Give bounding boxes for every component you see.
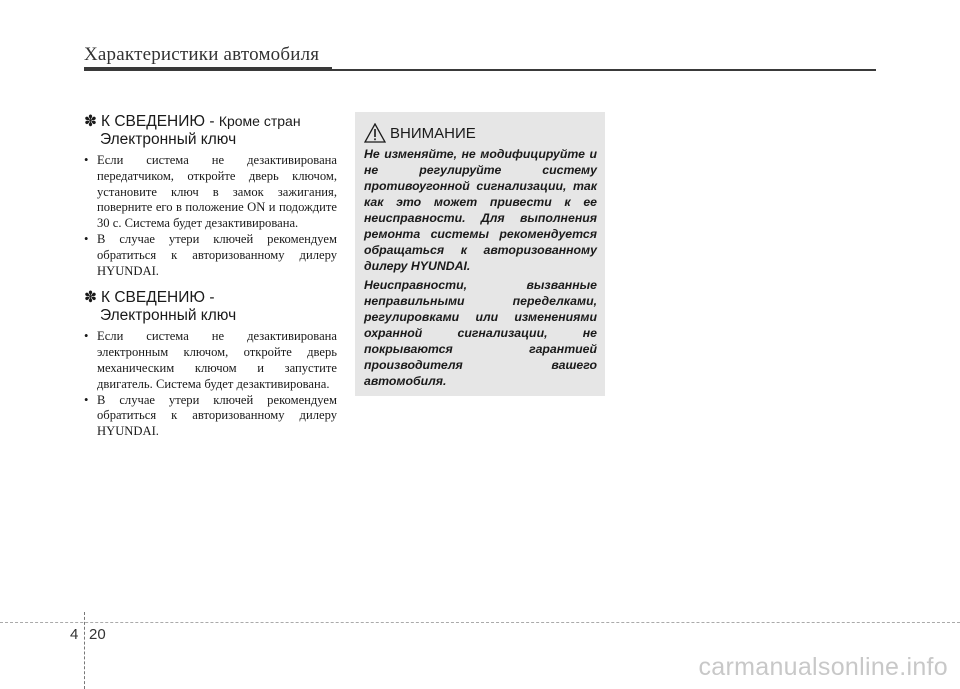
list-item-text: В случае утери ключей рекомендуем обратиться к авторизованному дилеру HYUNDAI. — [97, 231, 337, 278]
section-1-bullets — [84, 153, 337, 279]
footer-horizontal-rule — [0, 622, 960, 623]
warning-paragraph-1: Не изменяйте, не модифицируйте и не регулируйте систему противоугонной сигнализации, так как это может привести к ее неисправности. Для выполнения ремонта системы рекомендуется обращаться к авторизованному дилеру HYUNDAI. — [364, 147, 597, 273]
header-rule-thin — [332, 69, 876, 71]
warning-title: ВНИМАНИЕ — [390, 124, 476, 142]
warning-paragraph-2: Неисправности, вызванные неправильными переделками, регулировками или изменениями охранной сигнализации, не покрываются гарантией производителя вашего автомобиля. — [364, 278, 597, 388]
section-1 — [84, 112, 337, 279]
bullet-icon: • — [84, 231, 89, 246]
section-2 — [84, 289, 337, 440]
list-item-text: В случае утери ключей рекомендуем обратиться к авторизованному дилеру HYUNDAI. — [97, 392, 337, 439]
warning-box — [355, 112, 605, 396]
asterisk-icon: ✽ — [84, 289, 97, 307]
section-2-title — [84, 289, 337, 325]
bullet-icon: • — [84, 392, 89, 407]
list-item — [84, 232, 337, 279]
bullet-icon: • — [84, 329, 89, 344]
header-title: Характеристики автомобиля — [84, 44, 320, 65]
section-1-title — [84, 112, 337, 149]
chapter-number: 4 — [70, 626, 79, 643]
bullet-icon: • — [84, 153, 89, 167]
warning-triangle-icon — [364, 123, 386, 143]
list-item — [84, 329, 337, 392]
section-2-title-main: К СВЕДЕНИЮ - — [101, 289, 215, 307]
page-number: 20 — [89, 626, 106, 643]
list-item-text: Если система не дезактивирована передатчиком, откройте дверь ключом, установите ключ в замок зажигания, поверните его в положение ON и подождите 30 с. Система будет дезактивирована. — [97, 153, 337, 231]
footer-vertical-rule — [84, 612, 85, 689]
header-rule-thick — [84, 67, 332, 71]
list-item-text: Если система не дезактивирована электронным ключом, откройте дверь механическим ключом и запустите двигатель. Система будет дезактивирована. — [97, 329, 337, 391]
section-2-bullets — [84, 329, 337, 440]
section-1-title-main: К СВЕДЕНИЮ - — [101, 113, 219, 130]
list-item — [84, 393, 337, 440]
list-item — [84, 153, 337, 232]
warning-header — [364, 122, 597, 144]
section-1-title-line2: Электронный ключ — [100, 131, 237, 148]
asterisk-icon: ✽ — [84, 113, 97, 130]
watermark: carmanualsonline.info — [698, 653, 948, 681]
left-column — [84, 112, 337, 440]
section-1-title-sub: Кроме стран — [218, 113, 301, 129]
section-2-title-line2: Электронный ключ — [100, 307, 237, 325]
